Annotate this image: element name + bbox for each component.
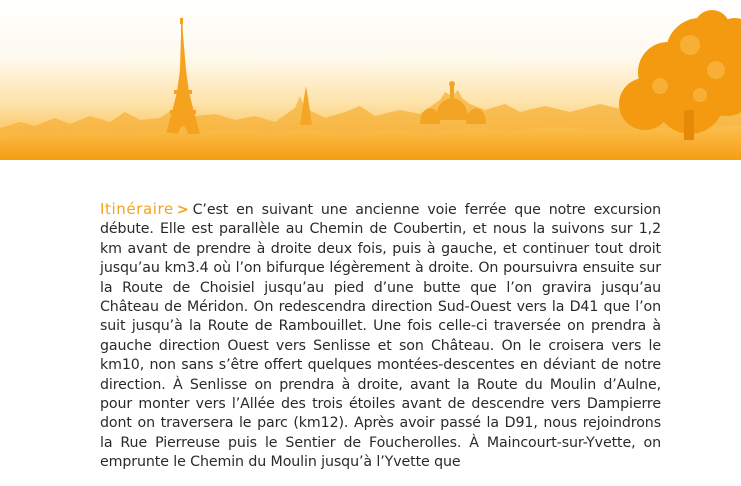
itinerary-text: C’est en suivant une ancienne voie ferrée que notre excursion débute. Elle est parallèle au Chemin de Coubertin, et nous la suivons sur 1,2 km avant de prendre à droite deux fois, puis à gauche, et continuer tout droit jusqu’au km3.4 où l’on bifurque légèrement à droite. On poursuivra ensuite sur la Route de Choisiel jusqu’au pied d’une butte que l’on gravira jusqu’au Château de Méridon. On redescendra direction Sud-Ouest vers la D41 que l’on suit jusqu’à la Route de Rambouillet. Une fois celle-ci traversée on prendra à gauche direction Ouest vers Senlisse et son Château. On le croisera vers le km10, non sans s’être offert quelques montées-descentes en déviant de notre direction. À Senlisse on prendra à droite, avant la Route du Moulin d’Aulne, pour monter vers l’Allée des trois étoiles avant de descendre vers Dampierre dont on traversera le parc (km12). Après avoir passé la D91, nous rejoindrons la Rue Pierreuse puis le Sentier de Foucherolles. À Maincourt-sur-Yvette, on emprunte le Chemin du Moulin jusqu’à l’Yvette que (100, 202, 661, 471)
itinerary-heading: Itinéraire (100, 200, 174, 218)
chevron-right-icon: > (176, 202, 189, 218)
itinerary-section (100, 200, 661, 473)
paris-skyline-illustration (0, 0, 741, 160)
header-banner (0, 0, 741, 160)
itinerary-paragraph (100, 200, 661, 473)
